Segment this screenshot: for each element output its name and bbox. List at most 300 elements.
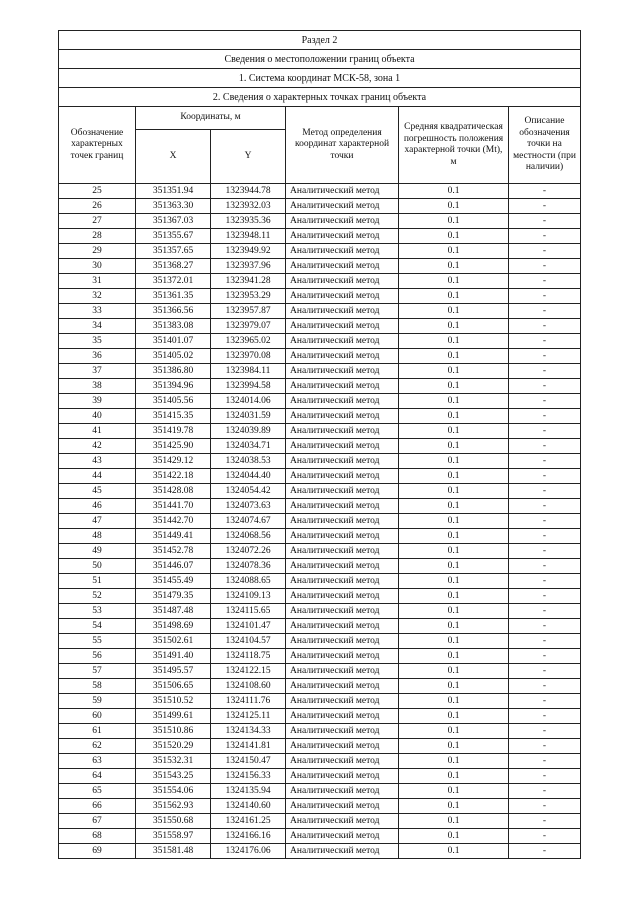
col-y: Y (211, 130, 286, 184)
coord-x-cell: 351495.57 (136, 664, 211, 679)
method-cell: Аналитический метод (286, 409, 399, 424)
method-cell: Аналитический метод (286, 499, 399, 514)
description-cell: - (509, 844, 581, 859)
method-cell: Аналитический метод (286, 439, 399, 454)
method-cell: Аналитический метод (286, 769, 399, 784)
coord-x-cell: 351367.03 (136, 214, 211, 229)
point-number-cell: 26 (59, 199, 136, 214)
method-cell: Аналитический метод (286, 349, 399, 364)
method-cell: Аналитический метод (286, 724, 399, 739)
point-number-cell: 53 (59, 604, 136, 619)
document-page (58, 30, 580, 859)
coord-y-cell: 1324034.71 (211, 439, 286, 454)
description-cell: - (509, 454, 581, 469)
point-number-cell: 33 (59, 304, 136, 319)
col-method: Метод определения координат характерной точки (286, 107, 399, 184)
table-row (59, 694, 581, 709)
coord-y-cell: 1324104.57 (211, 634, 286, 649)
method-cell: Аналитический метод (286, 619, 399, 634)
error-cell: 0.1 (399, 289, 509, 304)
coord-x-cell: 351499.61 (136, 709, 211, 724)
coord-y-cell: 1324109.13 (211, 589, 286, 604)
coord-x-cell: 351405.02 (136, 349, 211, 364)
coord-x-cell: 351363.30 (136, 199, 211, 214)
description-cell: - (509, 724, 581, 739)
coord-y-cell: 1323953.29 (211, 289, 286, 304)
description-cell: - (509, 214, 581, 229)
method-cell: Аналитический метод (286, 544, 399, 559)
col-x: X (136, 130, 211, 184)
table-row (59, 589, 581, 604)
method-cell: Аналитический метод (286, 394, 399, 409)
description-cell: - (509, 349, 581, 364)
error-cell: 0.1 (399, 664, 509, 679)
error-cell: 0.1 (399, 679, 509, 694)
table-row (59, 844, 581, 859)
coord-x-cell: 351510.52 (136, 694, 211, 709)
coord-x-cell: 351386.80 (136, 364, 211, 379)
error-cell: 0.1 (399, 844, 509, 859)
method-cell: Аналитический метод (286, 334, 399, 349)
description-cell: - (509, 334, 581, 349)
method-cell: Аналитический метод (286, 304, 399, 319)
points-title: 2. Сведения о характерных точках границ объекта (59, 88, 581, 107)
coord-y-cell: 1324176.06 (211, 844, 286, 859)
coord-x-cell: 351532.31 (136, 754, 211, 769)
error-cell: 0.1 (399, 559, 509, 574)
coord-x-cell: 351479.35 (136, 589, 211, 604)
error-cell: 0.1 (399, 499, 509, 514)
error-cell: 0.1 (399, 829, 509, 844)
coord-y-cell: 1323948.11 (211, 229, 286, 244)
error-cell: 0.1 (399, 754, 509, 769)
error-cell: 0.1 (399, 364, 509, 379)
error-cell: 0.1 (399, 199, 509, 214)
coord-y-cell: 1324156.33 (211, 769, 286, 784)
point-number-cell: 28 (59, 229, 136, 244)
table-row (59, 394, 581, 409)
coord-y-cell: 1324108.60 (211, 679, 286, 694)
method-cell: Аналитический метод (286, 604, 399, 619)
coord-x-cell: 351442.70 (136, 514, 211, 529)
table-row (59, 304, 581, 319)
point-number-cell: 60 (59, 709, 136, 724)
description-cell: - (509, 814, 581, 829)
table-row (59, 244, 581, 259)
method-cell: Аналитический метод (286, 244, 399, 259)
point-number-cell: 63 (59, 754, 136, 769)
coord-x-cell: 351550.68 (136, 814, 211, 829)
table-row (59, 634, 581, 649)
coord-x-cell: 351510.86 (136, 724, 211, 739)
error-cell: 0.1 (399, 259, 509, 274)
coord-x-cell: 351422.18 (136, 469, 211, 484)
coord-x-cell: 351446.07 (136, 559, 211, 574)
description-cell: - (509, 229, 581, 244)
coord-x-cell: 351449.41 (136, 529, 211, 544)
point-number-cell: 51 (59, 574, 136, 589)
table-row (59, 484, 581, 499)
description-cell: - (509, 709, 581, 724)
table-row (59, 754, 581, 769)
method-cell: Аналитический метод (286, 664, 399, 679)
table-row (59, 619, 581, 634)
error-cell: 0.1 (399, 514, 509, 529)
error-cell: 0.1 (399, 439, 509, 454)
table-row (59, 319, 581, 334)
coord-y-cell: 1323932.03 (211, 199, 286, 214)
coord-y-cell: 1324078.36 (211, 559, 286, 574)
point-number-cell: 34 (59, 319, 136, 334)
error-cell: 0.1 (399, 214, 509, 229)
coord-y-cell: 1323949.92 (211, 244, 286, 259)
point-number-cell: 62 (59, 739, 136, 754)
description-cell: - (509, 784, 581, 799)
error-cell: 0.1 (399, 409, 509, 424)
coord-x-cell: 351361.35 (136, 289, 211, 304)
coord-y-cell: 1323994.58 (211, 379, 286, 394)
description-cell: - (509, 199, 581, 214)
table-row (59, 559, 581, 574)
error-cell: 0.1 (399, 604, 509, 619)
coord-x-cell: 351368.27 (136, 259, 211, 274)
point-number-cell: 55 (59, 634, 136, 649)
error-cell: 0.1 (399, 769, 509, 784)
description-cell: - (509, 664, 581, 679)
description-cell: - (509, 739, 581, 754)
error-cell: 0.1 (399, 379, 509, 394)
error-cell: 0.1 (399, 724, 509, 739)
coord-x-cell: 351581.48 (136, 844, 211, 859)
method-cell: Аналитический метод (286, 379, 399, 394)
coord-x-cell: 351415.35 (136, 409, 211, 424)
object-title: Сведения о местоположении границ объекта (59, 50, 581, 69)
method-cell: Аналитический метод (286, 799, 399, 814)
col-coords: Координаты, м (136, 107, 286, 130)
method-cell: Аналитический метод (286, 634, 399, 649)
table-row (59, 709, 581, 724)
coord-y-cell: 1323937.96 (211, 259, 286, 274)
error-cell: 0.1 (399, 799, 509, 814)
coord-y-cell: 1324101.47 (211, 619, 286, 634)
table-row (59, 739, 581, 754)
error-cell: 0.1 (399, 544, 509, 559)
method-cell: Аналитический метод (286, 589, 399, 604)
point-number-cell: 30 (59, 259, 136, 274)
method-cell: Аналитический метод (286, 424, 399, 439)
error-cell: 0.1 (399, 484, 509, 499)
description-cell: - (509, 529, 581, 544)
method-cell: Аналитический метод (286, 364, 399, 379)
coord-x-cell: 351441.70 (136, 499, 211, 514)
method-cell: Аналитический метод (286, 829, 399, 844)
point-number-cell: 56 (59, 649, 136, 664)
point-number-cell: 31 (59, 274, 136, 289)
coord-y-cell: 1324166.16 (211, 829, 286, 844)
section-title: Раздел 2 (59, 31, 581, 50)
method-cell: Аналитический метод (286, 199, 399, 214)
description-cell: - (509, 499, 581, 514)
method-cell: Аналитический метод (286, 814, 399, 829)
error-cell: 0.1 (399, 424, 509, 439)
table-row (59, 439, 581, 454)
description-cell: - (509, 634, 581, 649)
error-cell: 0.1 (399, 229, 509, 244)
point-number-cell: 54 (59, 619, 136, 634)
method-cell: Аналитический метод (286, 694, 399, 709)
description-cell: - (509, 469, 581, 484)
coord-y-cell: 1324068.56 (211, 529, 286, 544)
method-cell: Аналитический метод (286, 484, 399, 499)
point-number-cell: 27 (59, 214, 136, 229)
coord-x-cell: 351498.69 (136, 619, 211, 634)
description-cell: - (509, 649, 581, 664)
coord-x-cell: 351425.90 (136, 439, 211, 454)
coord-x-cell: 351554.06 (136, 784, 211, 799)
coord-x-cell: 351428.08 (136, 484, 211, 499)
method-cell: Аналитический метод (286, 289, 399, 304)
error-cell: 0.1 (399, 574, 509, 589)
table-row (59, 799, 581, 814)
method-cell: Аналитический метод (286, 214, 399, 229)
col-description: Описание обозначения точки на местности (при наличии) (509, 107, 581, 184)
description-cell: - (509, 184, 581, 199)
coord-y-cell: 1324161.25 (211, 814, 286, 829)
point-number-cell: 38 (59, 379, 136, 394)
table-row (59, 379, 581, 394)
coord-y-cell: 1323965.02 (211, 334, 286, 349)
method-cell: Аналитический метод (286, 754, 399, 769)
point-number-cell: 43 (59, 454, 136, 469)
method-cell: Аналитический метод (286, 229, 399, 244)
table-row (59, 574, 581, 589)
table-row (59, 499, 581, 514)
coord-x-cell: 351452.78 (136, 544, 211, 559)
description-cell: - (509, 274, 581, 289)
col-error: Средняя квадратическая погрешность положения характерной точки (Mt), м (399, 107, 509, 184)
coord-x-cell: 351429.12 (136, 454, 211, 469)
coord-y-cell: 1323984.11 (211, 364, 286, 379)
method-cell: Аналитический метод (286, 784, 399, 799)
description-cell: - (509, 574, 581, 589)
method-cell: Аналитический метод (286, 274, 399, 289)
table-row (59, 649, 581, 664)
coord-x-cell: 351455.49 (136, 574, 211, 589)
table-header (59, 31, 581, 184)
col-point: Обозначение характерных точек границ (59, 107, 136, 184)
coord-y-cell: 1324054.42 (211, 484, 286, 499)
point-number-cell: 48 (59, 529, 136, 544)
coord-x-cell: 351543.25 (136, 769, 211, 784)
description-cell: - (509, 289, 581, 304)
coord-x-cell: 351405.56 (136, 394, 211, 409)
coord-x-cell: 351357.65 (136, 244, 211, 259)
error-cell: 0.1 (399, 784, 509, 799)
error-cell: 0.1 (399, 349, 509, 364)
table-row (59, 604, 581, 619)
coord-y-cell: 1324039.89 (211, 424, 286, 439)
coord-y-cell: 1323957.87 (211, 304, 286, 319)
table-row (59, 274, 581, 289)
coord-x-cell: 351383.08 (136, 319, 211, 334)
description-cell: - (509, 259, 581, 274)
coord-y-cell: 1324088.65 (211, 574, 286, 589)
table-row (59, 454, 581, 469)
coord-y-cell: 1324122.15 (211, 664, 286, 679)
table-row (59, 679, 581, 694)
point-number-cell: 50 (59, 559, 136, 574)
coord-y-cell: 1323979.07 (211, 319, 286, 334)
table-row (59, 424, 581, 439)
description-cell: - (509, 754, 581, 769)
table-row (59, 664, 581, 679)
coord-x-cell: 351562.93 (136, 799, 211, 814)
coord-x-cell: 351506.65 (136, 679, 211, 694)
coord-y-cell: 1323941.28 (211, 274, 286, 289)
method-cell: Аналитический метод (286, 529, 399, 544)
point-number-cell: 64 (59, 769, 136, 784)
error-cell: 0.1 (399, 334, 509, 349)
description-cell: - (509, 364, 581, 379)
error-cell: 0.1 (399, 739, 509, 754)
table-row (59, 829, 581, 844)
table-row (59, 814, 581, 829)
description-cell: - (509, 619, 581, 634)
point-number-cell: 47 (59, 514, 136, 529)
point-number-cell: 41 (59, 424, 136, 439)
error-cell: 0.1 (399, 649, 509, 664)
point-number-cell: 49 (59, 544, 136, 559)
method-cell: Аналитический метод (286, 514, 399, 529)
coord-x-cell: 351520.29 (136, 739, 211, 754)
point-number-cell: 45 (59, 484, 136, 499)
table-row (59, 289, 581, 304)
description-cell: - (509, 424, 581, 439)
coordinate-system: 1. Система координат МСК-58, зона 1 (59, 69, 581, 88)
method-cell: Аналитический метод (286, 259, 399, 274)
error-cell: 0.1 (399, 694, 509, 709)
coord-y-cell: 1324031.59 (211, 409, 286, 424)
table-row (59, 199, 581, 214)
point-number-cell: 42 (59, 439, 136, 454)
description-cell: - (509, 394, 581, 409)
point-number-cell: 59 (59, 694, 136, 709)
coord-y-cell: 1324074.67 (211, 514, 286, 529)
method-cell: Аналитический метод (286, 319, 399, 334)
error-cell: 0.1 (399, 469, 509, 484)
method-cell: Аналитический метод (286, 679, 399, 694)
table-row (59, 469, 581, 484)
point-number-cell: 69 (59, 844, 136, 859)
table-row (59, 409, 581, 424)
table-row (59, 349, 581, 364)
error-cell: 0.1 (399, 244, 509, 259)
error-cell: 0.1 (399, 814, 509, 829)
method-cell: Аналитический метод (286, 844, 399, 859)
coord-y-cell: 1324111.76 (211, 694, 286, 709)
method-cell: Аналитический метод (286, 739, 399, 754)
error-cell: 0.1 (399, 589, 509, 604)
description-cell: - (509, 829, 581, 844)
coord-y-cell: 1324072.26 (211, 544, 286, 559)
table-row (59, 259, 581, 274)
table-body (59, 184, 581, 859)
coord-y-cell: 1323935.36 (211, 214, 286, 229)
description-cell: - (509, 319, 581, 334)
point-number-cell: 68 (59, 829, 136, 844)
point-number-cell: 37 (59, 364, 136, 379)
error-cell: 0.1 (399, 274, 509, 289)
point-number-cell: 58 (59, 679, 136, 694)
coord-y-cell: 1324150.47 (211, 754, 286, 769)
description-cell: - (509, 559, 581, 574)
coord-x-cell: 351355.67 (136, 229, 211, 244)
description-cell: - (509, 484, 581, 499)
coord-x-cell: 351491.40 (136, 649, 211, 664)
error-cell: 0.1 (399, 304, 509, 319)
point-number-cell: 52 (59, 589, 136, 604)
error-cell: 0.1 (399, 709, 509, 724)
table-row (59, 229, 581, 244)
point-number-cell: 29 (59, 244, 136, 259)
point-number-cell: 46 (59, 499, 136, 514)
error-cell: 0.1 (399, 454, 509, 469)
description-cell: - (509, 589, 581, 604)
coord-y-cell: 1324073.63 (211, 499, 286, 514)
point-number-cell: 39 (59, 394, 136, 409)
description-cell: - (509, 544, 581, 559)
point-number-cell: 65 (59, 784, 136, 799)
coord-y-cell: 1324135.94 (211, 784, 286, 799)
table-row (59, 724, 581, 739)
description-cell: - (509, 514, 581, 529)
method-cell: Аналитический метод (286, 649, 399, 664)
method-cell: Аналитический метод (286, 709, 399, 724)
table-row (59, 334, 581, 349)
description-cell: - (509, 769, 581, 784)
table-row (59, 784, 581, 799)
coord-y-cell: 1324115.65 (211, 604, 286, 619)
coord-x-cell: 351366.56 (136, 304, 211, 319)
method-cell: Аналитический метод (286, 469, 399, 484)
coord-x-cell: 351401.07 (136, 334, 211, 349)
table-row (59, 529, 581, 544)
description-cell: - (509, 409, 581, 424)
table-row (59, 769, 581, 784)
description-cell: - (509, 379, 581, 394)
method-cell: Аналитический метод (286, 454, 399, 469)
description-cell: - (509, 694, 581, 709)
coord-y-cell: 1323944.78 (211, 184, 286, 199)
coord-y-cell: 1324134.33 (211, 724, 286, 739)
point-number-cell: 44 (59, 469, 136, 484)
boundary-points-table (58, 30, 581, 859)
point-number-cell: 67 (59, 814, 136, 829)
error-cell: 0.1 (399, 619, 509, 634)
error-cell: 0.1 (399, 319, 509, 334)
error-cell: 0.1 (399, 634, 509, 649)
point-number-cell: 25 (59, 184, 136, 199)
point-number-cell: 36 (59, 349, 136, 364)
description-cell: - (509, 799, 581, 814)
coord-x-cell: 351351.94 (136, 184, 211, 199)
coord-y-cell: 1324118.75 (211, 649, 286, 664)
method-cell: Аналитический метод (286, 574, 399, 589)
point-number-cell: 66 (59, 799, 136, 814)
coord-y-cell: 1324141.81 (211, 739, 286, 754)
point-number-cell: 61 (59, 724, 136, 739)
coord-x-cell: 351502.61 (136, 634, 211, 649)
